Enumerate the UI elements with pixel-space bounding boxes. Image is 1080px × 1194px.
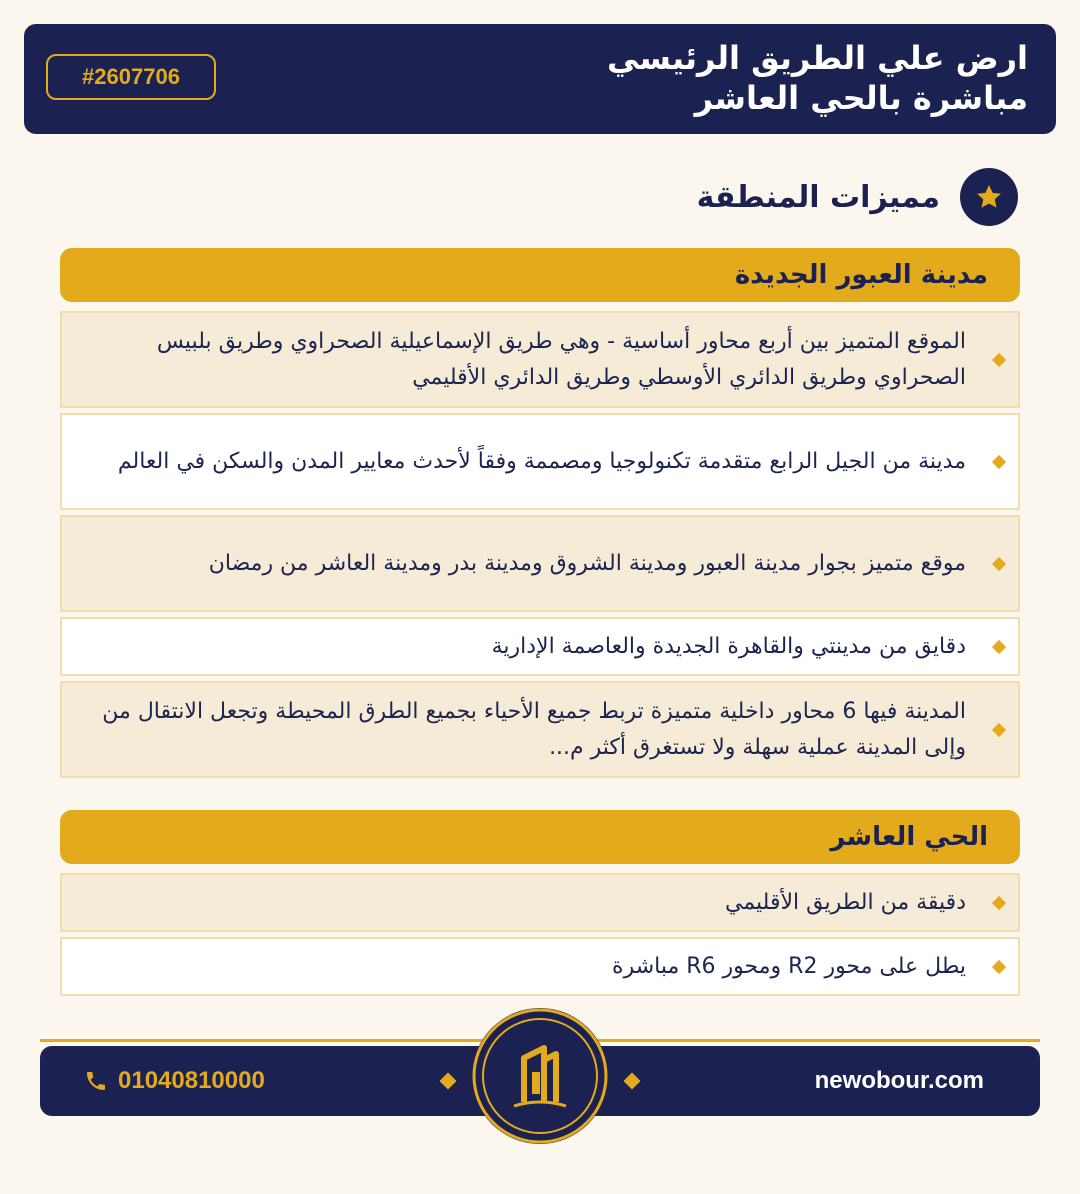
page-title xyxy=(328,38,1028,118)
category-bar-obour xyxy=(60,248,1020,302)
star-icon xyxy=(974,182,1004,212)
feature-item xyxy=(60,937,1020,996)
feature-text: مدينة من الجيل الرابع متقدمة تكنولوجيا ومصممة وفقاً لأحدث معايير المدن والسكن في العالم xyxy=(117,448,966,474)
section-heading-text: مميزات المنطقة xyxy=(696,179,940,215)
feature-text: دقيقة من الطريق الأقليمي xyxy=(724,889,966,915)
diamond-bullet-icon xyxy=(992,454,1006,468)
feature-item xyxy=(60,681,1020,778)
feature-text: الموقع المتميز بين أربع محاور أساسية - وهي طريق الإسماعيلية الصحراوي وطريق بلبيس الصحراوي وطريق الدائري الأوسطي وطريق الدائري الأقليمي xyxy=(156,328,966,390)
title-line-1: ارض علي الطريق الرئيسي xyxy=(607,39,1028,77)
category-title: مدينة العبور الجديدة xyxy=(734,260,988,290)
category-bar-district-10 xyxy=(60,810,1020,864)
diamond-bullet-icon xyxy=(992,722,1006,736)
feature-text: المدينة فيها 6 محاور داخلية متميزة تربط جميع الأحياء بجميع الطرق المحيطة وتجعل الانتقال من وإلى المدينة عملية سهلة ولا تستغرق أكثر م... xyxy=(102,698,966,760)
phone-icon xyxy=(84,1069,108,1093)
feature-item xyxy=(60,413,1020,510)
header-banner xyxy=(24,24,1056,134)
feature-text: دقايق من مدينتي والقاهرة الجديدة والعاصمة الإدارية xyxy=(491,633,966,659)
feature-item xyxy=(60,311,1020,408)
diamond-bullet-icon xyxy=(992,639,1006,653)
diamond-bullet-icon xyxy=(992,556,1006,570)
building-logo-icon xyxy=(472,1008,608,1144)
feature-item xyxy=(60,873,1020,932)
diamond-icon xyxy=(440,1073,457,1090)
listing-id-badge: #2607706 xyxy=(46,54,216,100)
diamond-bullet-icon xyxy=(992,895,1006,909)
logo-badge xyxy=(472,1008,608,1144)
section-heading xyxy=(697,168,1018,226)
feature-text: يطل على محور R2 ومحور R6 مباشرة xyxy=(612,953,966,979)
title-line-2: مباشرة بالحي العاشر xyxy=(694,79,1028,117)
feature-item xyxy=(60,515,1020,612)
phone-number: 01040810000 xyxy=(118,1067,265,1094)
phone-contact[interactable] xyxy=(84,1046,265,1116)
feature-text: موقع متميز بجوار مدينة العبور ومدينة الشروق ومدينة بدر ومدينة العاشر من رمضان xyxy=(208,550,966,576)
diamond-bullet-icon xyxy=(992,959,1006,973)
diamond-bullet-icon xyxy=(992,352,1006,366)
website-link[interactable]: newobour.com xyxy=(814,1067,984,1094)
diamond-icon xyxy=(624,1073,641,1090)
feature-item xyxy=(60,617,1020,676)
star-badge xyxy=(960,168,1018,226)
category-title: الحي العاشر xyxy=(830,822,988,852)
